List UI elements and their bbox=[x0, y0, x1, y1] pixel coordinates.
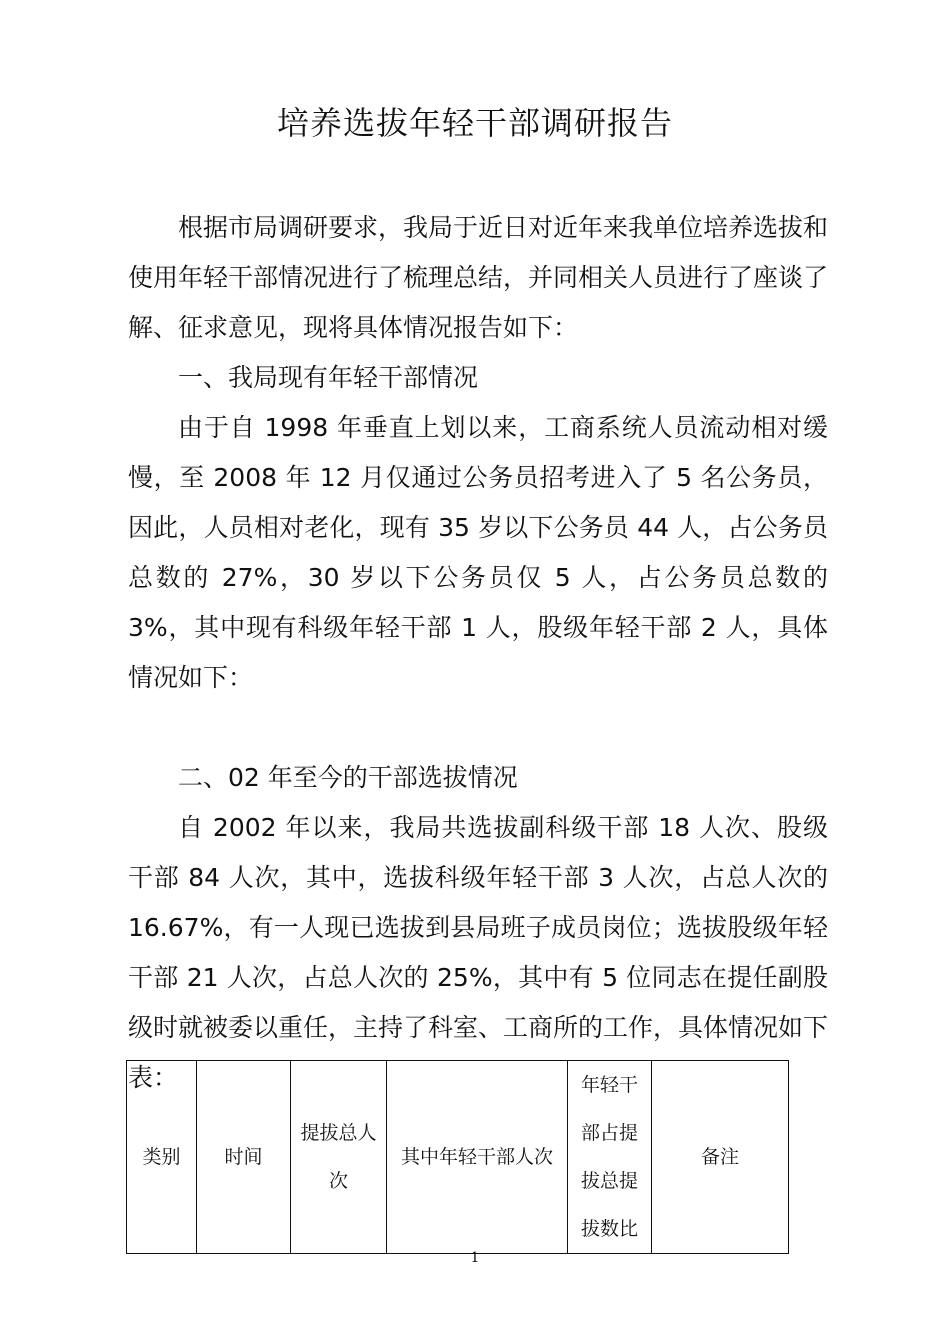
header-young-cadre-ratio: 年轻干部占提拔总提拔数比 bbox=[568, 1061, 652, 1254]
header-remarks: 备注 bbox=[652, 1061, 789, 1254]
page-number: 1 bbox=[470, 1250, 480, 1266]
selection-summary-table bbox=[126, 1060, 789, 1254]
document-title: 培养选拔年轻干部调研报告 bbox=[276, 104, 673, 142]
section-2-heading: 二、02 年至今的干部选拔情况 bbox=[178, 763, 518, 792]
section-1-heading: 一、我局现有年轻干部情况 bbox=[178, 363, 479, 392]
blank-line bbox=[128, 703, 828, 753]
intro-paragraph: 根据市局调研要求，我局于近日对近年来我单位培养选拔和使用年轻干部情况进行了梳理总结，并同相关人员进行了座谈了解、征求意见，现将具体情况报告如下： bbox=[128, 213, 829, 342]
header-total-promotions: 提拔总人次 bbox=[291, 1061, 387, 1254]
header-young-cadre-count: 其中年轻干部人次 bbox=[387, 1061, 568, 1254]
document-body bbox=[128, 203, 828, 1103]
section-1-paragraph: 由于自 1998 年垂直上划以来，工商系统人员流动相对缓慢，至 2008 年 12 月仅通过公务员招考进入了 5 名公务员，因此，人员相对老化，现有 35 岁以下公务员 44 人，占公务员总数的 27%，30 岁以下公务员仅 5 人，占公务员总数的 3%，其中现有科级年轻干部 1 人，股级年轻干部 2 人，具体情况如下： bbox=[128, 413, 828, 692]
table-header-row bbox=[127, 1061, 789, 1254]
header-category: 类别 bbox=[127, 1061, 197, 1254]
header-time: 时间 bbox=[197, 1061, 291, 1254]
section-2-paragraph: 自 2002 年以来，我局共选拔副科级干部 18 人次、股级干部 84 人次，其中，选拔科级年轻干部 3 人次，占总人次的 16.67%，有一人现已选拔到县局班子成员岗位；选拔股级年轻干部 21 人次，占总人次的 25%，其中有 5 位同志在提任副股级时就被委以重任，主持了科室、工商所的工作，具体情况如下表： bbox=[128, 813, 829, 1092]
